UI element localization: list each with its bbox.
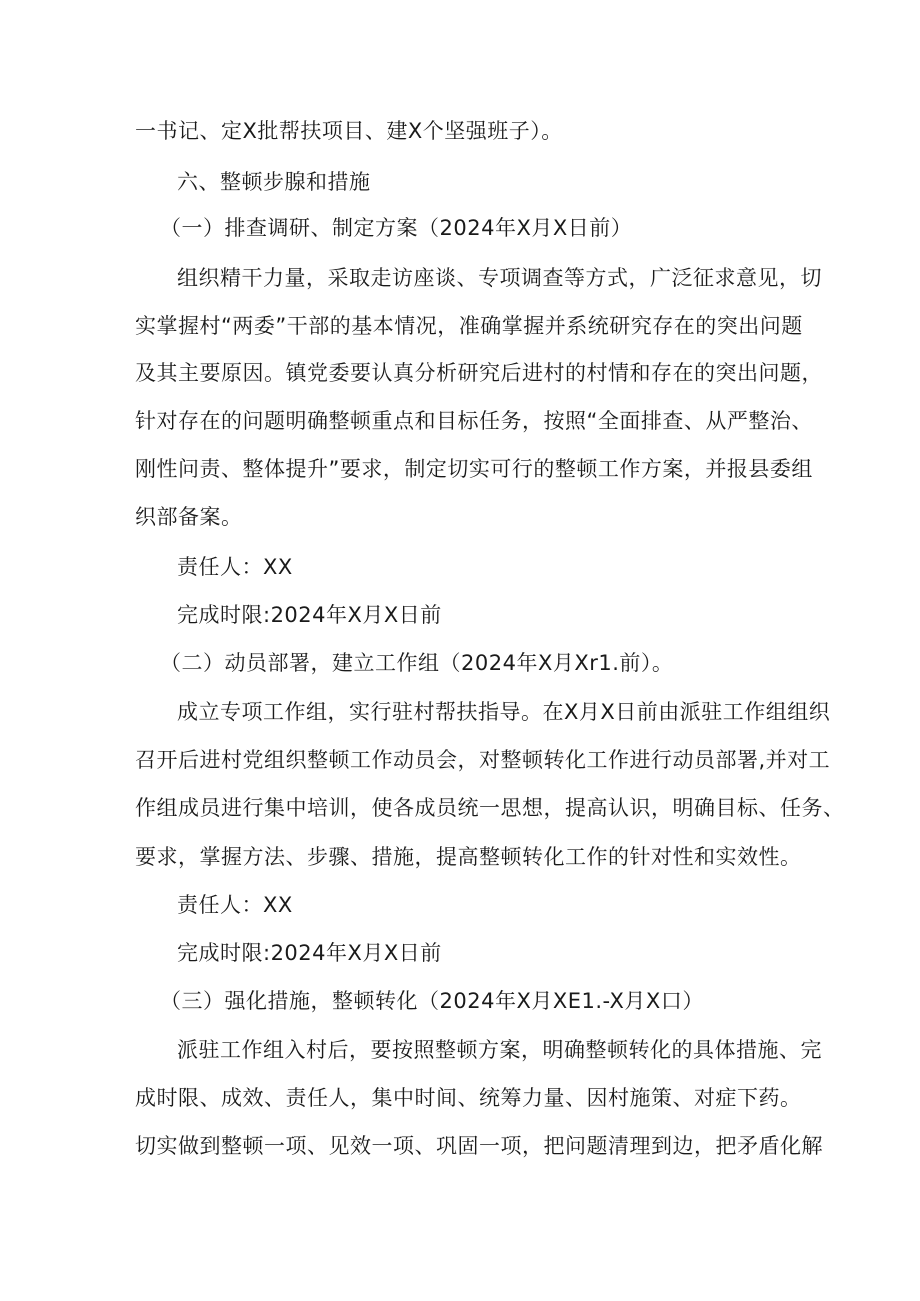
paragraph-3-line-2: 成时限、成效、责任人，集中时间、统筹力量、因村施策、对症下药。 bbox=[135, 1086, 802, 1110]
section-heading-6: 六、整顿步腺和措施 bbox=[177, 170, 371, 194]
paragraph-2-line-1: 成立专项工作组，实行驻村帮扶指导。在X月X日前由派驻工作组组织 bbox=[177, 700, 831, 724]
responsible-person-1: 责任人：XX bbox=[177, 555, 293, 579]
paragraph-2-line-2: 召开后进村党组织整顿工作动员会，对整顿转化工作进行动员部署,并对工 bbox=[135, 748, 831, 772]
subsection-heading-3: （三）强化措施，整顿转化（2024年X月XE1.-X月X口） bbox=[160, 989, 704, 1013]
paragraph-2-line-4: 要求，掌握方法、步骤、措施，提高整顿转化工作的针对性和实效性。 bbox=[135, 845, 802, 869]
paragraph-3-line-3: 切实做到整顿一项、见效一项、巩固一项，把问题清理到边，把矛盾化解 bbox=[135, 1134, 823, 1158]
deadline-2: 完成时限:2024年X月X日前 bbox=[177, 941, 442, 965]
subsection-heading-1: （一）排查调研、制定方案（2024年X月X日前） bbox=[160, 216, 633, 240]
paragraph-1-line-4: 针对存在的问题明确整顿重点和目标任务，按照“全面排查、从严整治、 bbox=[135, 409, 813, 433]
deadline-1: 完成时限:2024年X月X日前 bbox=[177, 603, 442, 627]
paragraph-1-line-3: 及其主要原因。镇党委要认真分析研究后进村的村情和存在的突出问题， bbox=[135, 361, 823, 385]
paragraph-1-line-6: 织部备案。 bbox=[135, 505, 243, 529]
responsible-person-2: 责任人：XX bbox=[177, 893, 293, 917]
paragraph-1-line-1: 组织精干力量，采取走访座谈、专项调查等方式，广泛征求意见，切 bbox=[177, 266, 822, 290]
paragraph-2-line-3: 作组成员进行集中培训，使各成员统一思想，提高认识，明确目标、任务、 bbox=[135, 796, 845, 820]
paragraph-1-line-5: 刚性问责、整体提升”要求，制定切实可行的整顿工作方案，并报县委组 bbox=[135, 457, 813, 481]
text-line-continuation: 一书记、定X批帮扶项目、建X个坚强班子）。 bbox=[135, 119, 563, 143]
subsection-heading-2: （二）动员部署，建立工作组（2024年X月Xr1.前）。 bbox=[160, 651, 674, 675]
paragraph-1-line-2: 实掌握村“两委”干部的基本情况，准确掌握并系统研究存在的突出问题 bbox=[135, 314, 803, 338]
paragraph-3-line-1: 派驻工作组入村后，要按照整顿方案，明确整顿转化的具体措施、完 bbox=[177, 1038, 822, 1062]
